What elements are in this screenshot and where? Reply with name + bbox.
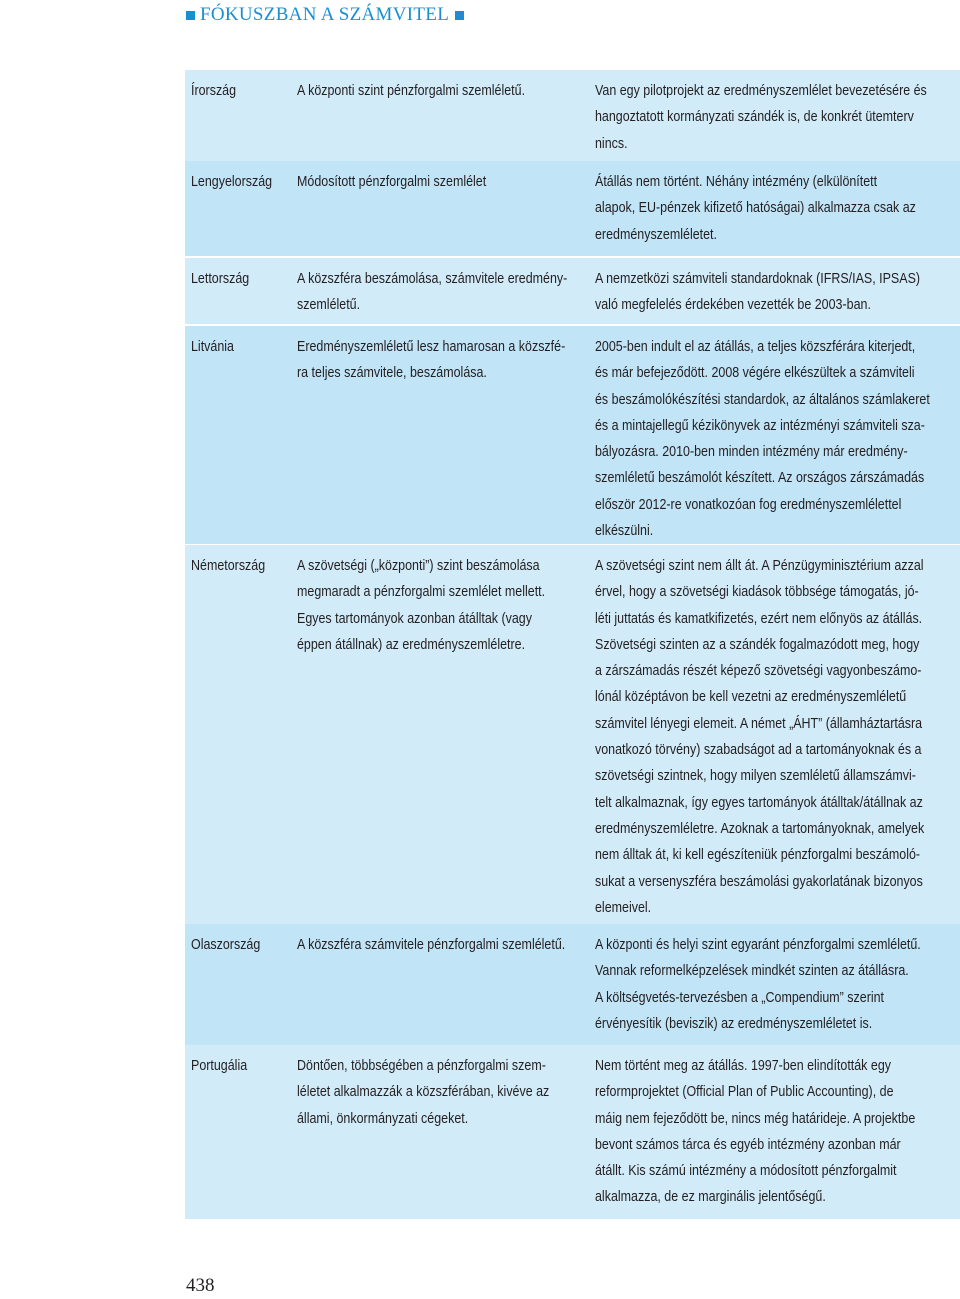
table-row	[185, 924, 960, 1045]
country-cell	[185, 78, 297, 163]
section-title: FÓKUSZBAN A SZÁMVITEL	[200, 4, 450, 25]
current-practice-cell	[297, 266, 595, 324]
cell-text: Írország	[191, 83, 237, 99]
country-cell	[185, 266, 297, 324]
cell-line: elkészülni.	[595, 523, 654, 540]
cell-line: megmaradt a pénzforgalmi szemlélet mellett.	[297, 584, 546, 601]
cell-line: eredményszemléletet.	[595, 226, 717, 243]
cell-line: lónál középtávon be kell vezetni az eredményszemléletű	[595, 689, 907, 706]
cell-line: szemléletű.	[297, 297, 361, 314]
country-cell	[185, 334, 297, 544]
comment-cell	[595, 266, 960, 324]
comment-cell	[595, 1053, 960, 1219]
cell-text: Lettország	[191, 271, 250, 287]
cell-line: reformprojektet (Official Plan of Public Accounting), de	[595, 1084, 894, 1101]
cell-line: szövetségi szintnek, hogy milyen szemléletű államszámvi-	[595, 768, 916, 785]
table-row	[185, 161, 960, 256]
current-practice-cell	[297, 932, 595, 1045]
cell-line: ra teljes számvitele, beszámolása.	[297, 365, 487, 382]
cell-line: eredményszemléletre. Azoknak a tartományoknak, amelyek	[595, 820, 925, 837]
table-row	[185, 1045, 960, 1219]
cell-line: a zárszámadás részét képező szövetségi vagyonbeszámo-	[595, 663, 922, 680]
cell-line: alapok, EU-pénzek kifizető hatóságai) alkalmazza csak az	[595, 200, 916, 217]
cell-line: Átállás nem történt. Néhány intézmény (elkülönített	[595, 174, 878, 190]
square-bullet-icon	[455, 11, 464, 20]
cell-text: Portugália	[191, 1058, 248, 1074]
cell-line: Vannak reformelképzelések mindkét szinten az átállásra.	[595, 963, 909, 980]
comment-cell	[595, 553, 960, 925]
cell-line: érvényesítik (beviszik) az eredményszemléletet is.	[595, 1015, 873, 1032]
cell-line: éppen átállnak) az eredményszemléletre.	[297, 636, 526, 653]
cell-line: Döntően, többségében a pénzforgalmi szem-	[297, 1058, 546, 1074]
country-cell	[185, 553, 297, 925]
cell-line: máig nem fejeződött be, nincs még határideje. A projektbe	[595, 1110, 916, 1127]
cell-line: hangoztatott kormányzati szándék is, de konkrét ütemterv	[595, 109, 914, 126]
current-practice-cell	[297, 334, 595, 544]
cell-line: telt alkalmaznak, így egyes tartományok átálltak/átállnak az	[595, 794, 923, 811]
cell-line: és már befejeződött. 2008 végére elkészültek a számviteli	[595, 365, 915, 382]
section-header	[186, 4, 464, 26]
cell-line: bályozásra. 2010-ben minden intézmény már eredmény-	[595, 444, 908, 461]
cell-text: Lengyelország	[191, 174, 273, 190]
page-number: 438	[186, 1275, 215, 1296]
cell-line: számvitel lényegi elemeit. A német „ÁHT” (államháztartásra	[595, 715, 923, 732]
comparison-table	[185, 70, 960, 1232]
current-practice-cell	[297, 78, 595, 163]
current-practice-cell	[297, 1053, 595, 1219]
cell-line: A központi szint pénzforgalmi szemléletű.	[297, 83, 526, 99]
square-bullet-icon	[186, 11, 195, 20]
cell-line: A közszféra számvitele pénzforgalmi szemléletű.	[297, 937, 566, 953]
cell-line: érvel, hogy a szövetségi kiadások többsége támogatás, jó-	[595, 584, 919, 601]
cell-line: bevont számos tárca és egyéb intézmény azonban már	[595, 1136, 901, 1153]
cell-line: és beszámolókészítési standardok, az általános számlakeret	[595, 391, 930, 408]
current-practice-cell	[297, 169, 595, 256]
country-cell	[185, 1053, 297, 1219]
cell-line: először 2012-re vonatkozóan fog eredményszemlélettel	[595, 496, 902, 513]
cell-line: és a mintajellegű kézikönyvek az intézményi számviteli sza-	[595, 417, 925, 434]
table-row	[185, 545, 960, 925]
cell-line: Egyes tartományok azonban átálltak (vagy	[297, 610, 532, 627]
cell-text: Németország	[191, 558, 266, 574]
cell-line: állami, önkormányzati cégeket.	[297, 1110, 469, 1127]
cell-line: léletet alkalmazzák a közszférában, kivéve az	[297, 1084, 550, 1101]
cell-line: szemléletű beszámolót készített. Az országos zárszámadás	[595, 470, 925, 487]
country-cell	[185, 169, 297, 256]
cell-line: A központi és helyi szint egyaránt pénzforgalmi szemléletű.	[595, 937, 921, 953]
cell-line: vonatkozó törvény) szabadságot ad a tartományoknak és a	[595, 742, 922, 759]
cell-line: való megfelelés érdekében vezették be 2003-ban.	[595, 297, 871, 314]
country-cell	[185, 932, 297, 1045]
table-row	[185, 70, 960, 163]
cell-line: A szövetségi („központi”) szint beszámolása	[297, 558, 540, 574]
cell-line: Nem történt meg az átállás. 1997-ben elindították egy	[595, 1058, 891, 1074]
cell-line: A szövetségi szint nem állt át. A Pénzügyminisztérium azzal	[595, 558, 924, 574]
cell-line: nem álltak át, ki kell egészíteniük pénzforgalmi beszámoló-	[595, 847, 921, 864]
cell-line: elemeivel.	[595, 899, 652, 916]
cell-line: nincs.	[595, 135, 628, 152]
cell-line: 2005-ben indult el az átállás, a teljes közszférára kiterjedt,	[595, 339, 916, 355]
table-row	[185, 326, 960, 544]
cell-line: A közszféra beszámolása, számvitele eredmény-	[297, 271, 568, 287]
cell-line: A költségvetés-tervezésben a „Compendium” szerint	[595, 989, 885, 1006]
cell-line: alkalmazza, de ez marginális jelentőségű.	[595, 1189, 826, 1206]
cell-line: léti juttatás és kamatkifizetés, ezért nem előnyös az átállás.	[595, 610, 923, 627]
table-row	[185, 258, 960, 324]
current-practice-cell	[297, 553, 595, 925]
comment-cell	[595, 932, 960, 1045]
cell-text: Olaszország	[191, 937, 261, 953]
cell-line: Van egy pilotprojekt az eredményszemlélet bevezetésére és	[595, 83, 927, 99]
comment-cell	[595, 169, 960, 256]
cell-text: Litvánia	[191, 339, 234, 355]
cell-line: Eredményszemléletű lesz hamarosan a közszfé-	[297, 339, 566, 355]
cell-line: átállt. Kis számú intézmény a módosított pénzforgalmit	[595, 1163, 897, 1180]
cell-line: Szövetségi szinten az a szándék fogalmazódott meg, hogy	[595, 636, 920, 653]
cell-line: Módosított pénzforgalmi szemlélet	[297, 174, 487, 190]
comment-cell	[595, 334, 960, 544]
cell-line: sukat a versenyszféra beszámolási gyakorlatának bizonyos	[595, 873, 923, 890]
cell-line: A nemzetközi számviteli standardoknak (IFRS/IAS, IPSAS)	[595, 271, 921, 287]
comment-cell	[595, 78, 960, 163]
